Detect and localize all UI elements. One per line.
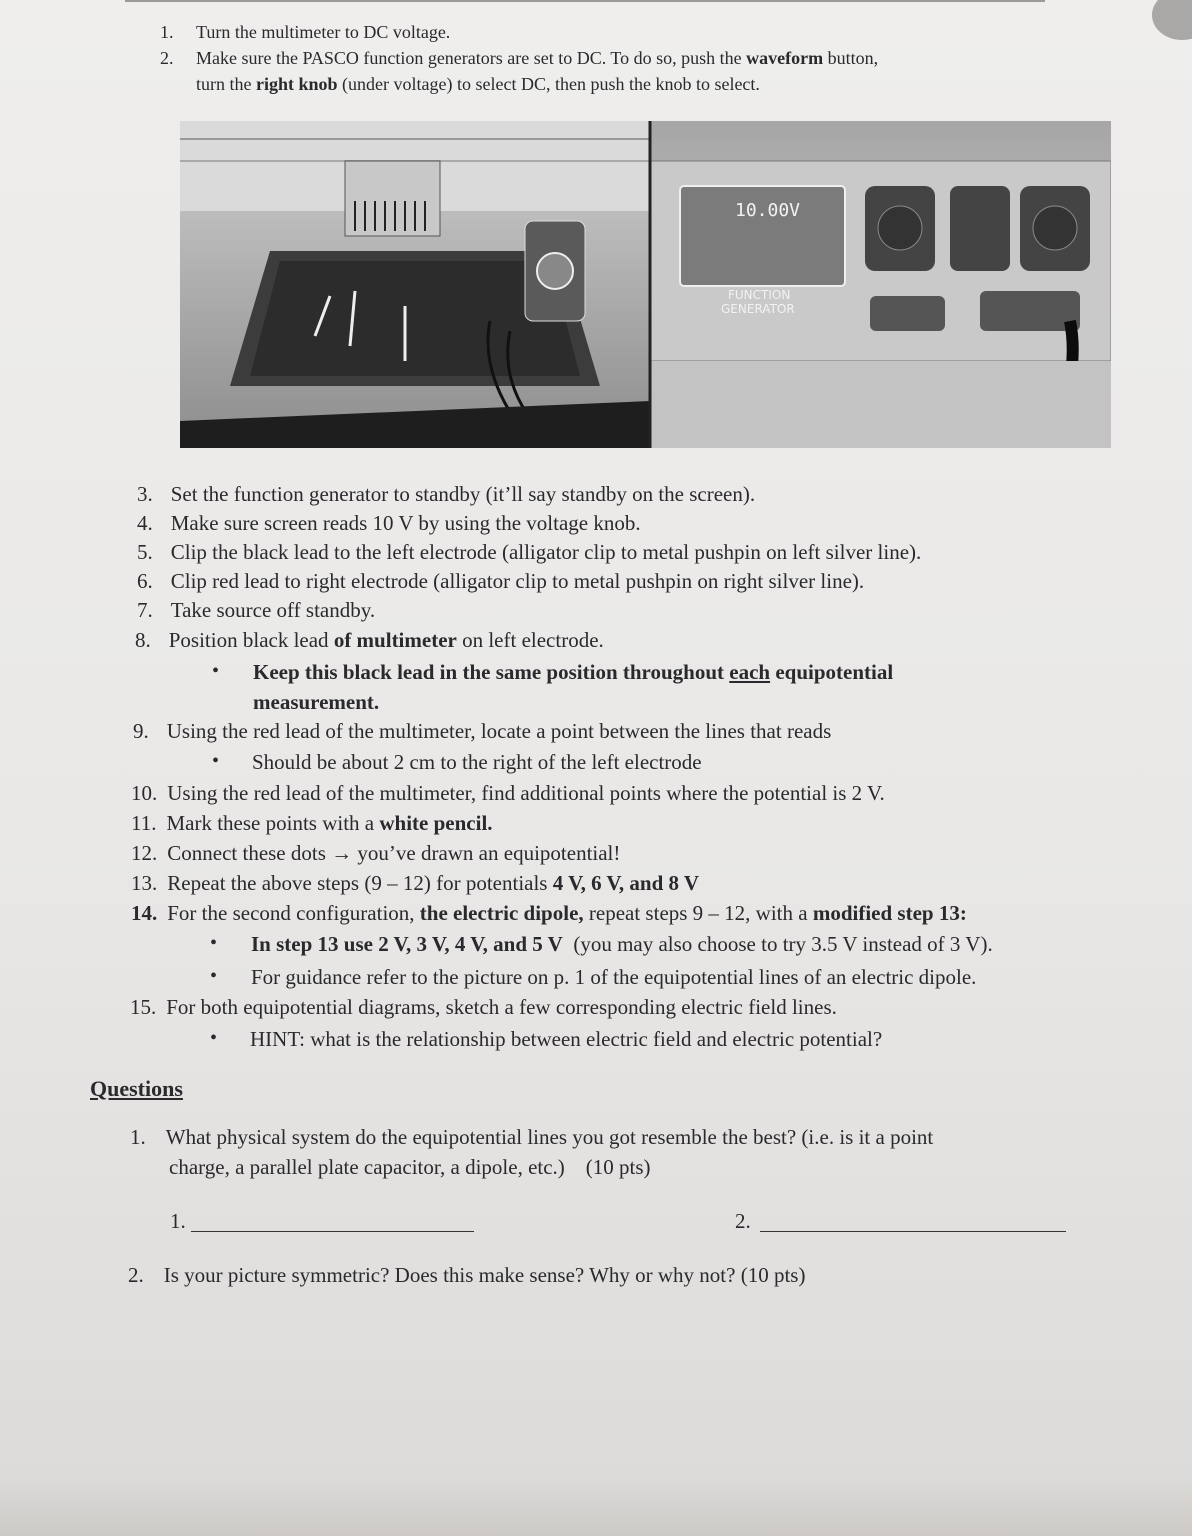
bullet-text-bold: Keep this black lead in the same position throughout: [253, 660, 730, 684]
step-text: Make sure screen reads 10 V by using the voltage knob.: [170, 511, 641, 535]
step-text: Connect these dots → you’ve drawn an equipotential!: [167, 841, 621, 865]
step-9: [133, 718, 831, 744]
question-1-continued: charge, a parallel plate capacitor, a dipole, etc.) (10 pts): [169, 1155, 651, 1179]
step-9-bullet: Should be about 2 cm to the right of the left electrode: [252, 750, 702, 774]
step-text-bold: the electric dipole,: [419, 901, 584, 925]
step-4: [137, 510, 641, 536]
step-text-part: turn the: [196, 74, 256, 94]
step-8: [135, 627, 604, 653]
step-number: 7.: [137, 598, 153, 622]
step-number: 6.: [137, 569, 153, 593]
step-text: Turn the multimeter to DC voltage.: [196, 22, 451, 42]
step-number: 14.: [131, 901, 158, 925]
step-text: For both equipotential diagrams, sketch a few corresponding electric field lines.: [166, 995, 837, 1019]
step-number: 15.: [130, 995, 157, 1019]
question-number: 2.: [128, 1263, 144, 1287]
answer-1-number: 1.: [170, 1209, 186, 1233]
step-text-bold: of multimeter: [333, 628, 457, 652]
step-15: [130, 994, 837, 1020]
step-text: Clip red lead to right electrode (alligator clip to metal pushpin on right silver line).: [170, 569, 865, 593]
bullet-text-bold: measurement.: [253, 690, 380, 714]
bullet-text: (you may also choose to try 3.5 V instead of 3 V).: [562, 932, 993, 956]
step-number: 2.: [160, 48, 174, 68]
step-text: Using the red lead of the multimeter, locate a point between the lines that reads: [166, 719, 832, 743]
step-14-bullet-2: For guidance refer to the picture on p. 1 of the equipotential lines of an electric dipole.: [251, 965, 977, 989]
step-text-part: Position black lead: [168, 628, 334, 652]
step-14-bullet-1: [251, 931, 993, 957]
step-text-part: Repeat the above steps (9 – 12) for potentials: [167, 871, 553, 895]
lab-setup-photo: [180, 121, 1111, 448]
bullet: •: [210, 1027, 218, 1049]
question-text: What physical system do the equipotential lines you got resemble the best? (i.e. is it a point: [165, 1125, 934, 1149]
step-7: [137, 597, 375, 623]
step-10: [131, 780, 885, 806]
step-number: 8.: [135, 628, 151, 652]
step-number: 3.: [137, 482, 153, 506]
top-rule: [125, 0, 1045, 2]
step-text-bold: waveform: [746, 48, 824, 68]
step-text-part: Make sure the PASCO function generators are set to DC. To do so, push the: [196, 48, 747, 68]
bullet: •: [210, 932, 218, 954]
step-text-part: repeat steps 9 – 12, with a: [583, 901, 813, 925]
step-text-bold: modified step 13:: [812, 901, 967, 925]
question-number: 1.: [130, 1125, 146, 1149]
step-number: 12.: [131, 841, 158, 865]
step-text-part: (under voltage) to select DC, then push the knob to select.: [337, 74, 760, 94]
step-text-bold: right knob: [256, 74, 338, 94]
panel-label-generator: GENERATOR: [721, 302, 795, 316]
bullet-text-bold: In step 13 use 2 V, 3 V, 4 V, and 5 V: [251, 932, 563, 956]
step-8-bullet-continued: [253, 689, 379, 715]
step-text-part: For the second configuration,: [167, 901, 420, 925]
step-2: [160, 46, 878, 70]
step-12: [131, 840, 620, 866]
step-number: 4.: [137, 511, 153, 535]
step-text: Set the function generator to standby (it’ll say standby on the screen).: [170, 482, 756, 506]
step-number: 1.: [160, 22, 174, 42]
step-2-continued: [196, 72, 760, 96]
bullet: •: [212, 750, 220, 772]
bullet: •: [212, 660, 220, 682]
display-reading: 10.00V: [735, 200, 801, 221]
question-text: Is your picture symmetric? Does this make sense? Why or why not? (10 pts): [163, 1263, 806, 1287]
step-number: 9.: [133, 719, 149, 743]
step-text: Using the red lead of the multimeter, find additional points where the potential is 2 V.: [167, 781, 885, 805]
step-1: [160, 20, 450, 44]
step-5: [137, 539, 921, 565]
answer-2-number: 2.: [735, 1209, 751, 1233]
step-text-part: on left electrode.: [456, 628, 604, 652]
step-text-bold: white pencil.: [379, 811, 493, 835]
bullet: •: [210, 965, 218, 987]
step-number: 11.: [131, 811, 157, 835]
step-13: [131, 870, 699, 896]
bullet-text-bold: equipotential: [770, 660, 894, 684]
step-8-bullet: [253, 659, 893, 685]
step-number: 10.: [131, 781, 158, 805]
step-3: [137, 481, 755, 507]
step-number: 13.: [131, 871, 158, 895]
step-6: [137, 568, 864, 594]
step-number: 5.: [137, 540, 153, 564]
bottom-shadow: [0, 1476, 1192, 1536]
bullet-text-underlined: each: [729, 660, 771, 684]
step-text-part: Mark these points with a: [166, 811, 380, 835]
step-text: Take source off standby.: [170, 598, 376, 622]
step-14: [131, 900, 967, 926]
answer-2-blank[interactable]: [760, 1231, 1066, 1232]
question-2: [128, 1262, 805, 1288]
photo-illustration: [180, 121, 1111, 448]
question-1: [130, 1124, 933, 1150]
step-15-bullet: HINT: what is the relationship between electric field and electric potential?: [250, 1027, 883, 1051]
questions-heading: Questions: [90, 1076, 183, 1101]
step-text-part: button,: [823, 48, 879, 68]
step-text: Clip the black lead to the left electrode (alligator clip to metal pushpin on left silver line).: [170, 540, 922, 564]
panel-label-function: FUNCTION: [728, 288, 791, 302]
step-11: [131, 810, 493, 836]
step-text-bold: 4 V, 6 V, and 8 V: [552, 871, 700, 895]
answer-1-blank[interactable]: [191, 1231, 474, 1232]
